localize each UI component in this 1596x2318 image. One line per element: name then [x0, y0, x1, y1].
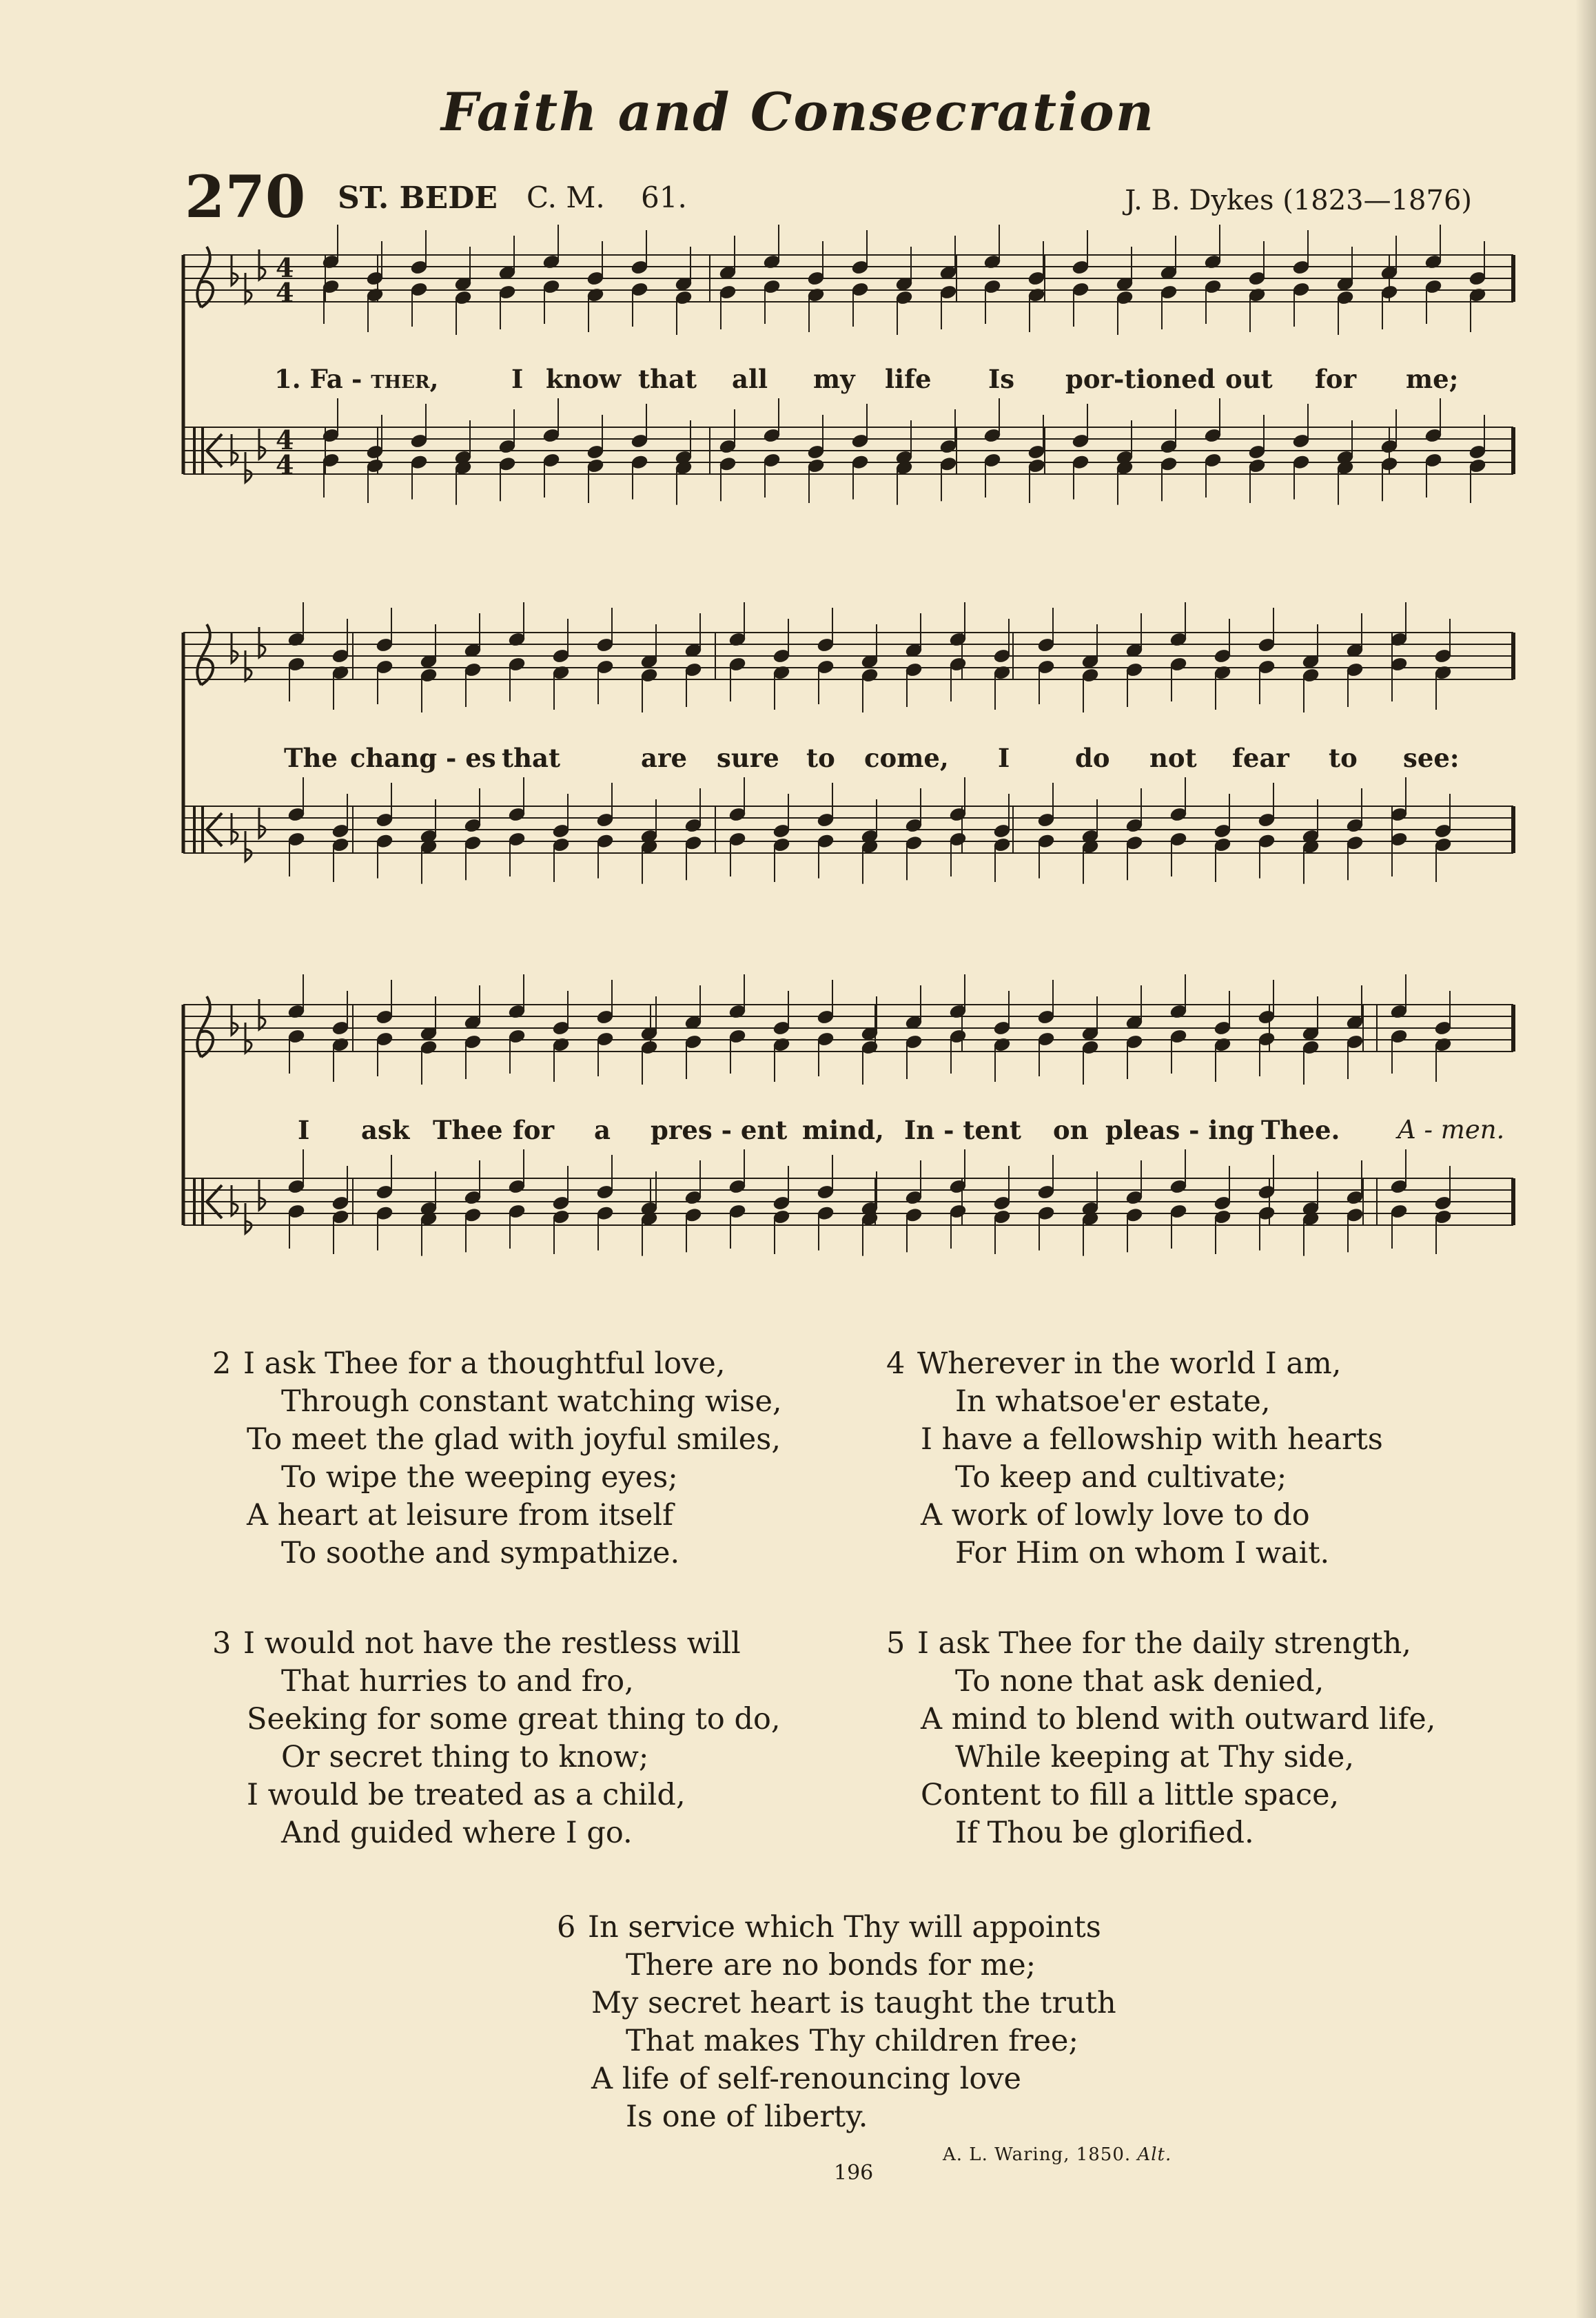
flat-sign-icon: [245, 452, 252, 482]
meter: C. M.: [526, 181, 605, 214]
flat-sign-icon: [245, 831, 252, 861]
flat-sign-icon: [245, 273, 252, 303]
lyric-word: are: [641, 743, 688, 773]
lyric-word: In - tent: [904, 1115, 1021, 1145]
lyric-word: that: [638, 364, 697, 394]
verse-3: 3 I would not have the restless will That hurries to and fro, Seeking for some great thing to do, Or secret thing to know; I would be treated as a child, And guided where I go.: [212, 1626, 781, 1850]
lyrics-line-1: [0, 364, 1596, 398]
lyrics-line-3: [0, 1115, 1596, 1149]
verse-6: 6 In service which Thy will appoints There are no bonds for me; My secret heart is taught the truth That makes Thy children free; A life of self-renouncing love Is one of liberty.: [557, 1910, 1116, 2134]
lyric-word: see:: [1403, 743, 1460, 773]
lyric-word: all: [732, 364, 768, 394]
lyric-word: that: [502, 743, 561, 773]
lyric-word: for: [513, 1115, 555, 1145]
lyric-word: not: [1149, 743, 1197, 773]
flat-sign-icon: [259, 627, 265, 657]
section-title: Faith and Consecration: [441, 81, 1155, 143]
lyric-word: to: [806, 743, 835, 773]
flat-sign-icon: [259, 249, 265, 280]
lyric-word: my: [813, 364, 855, 394]
flat-sign-icon: [245, 1023, 252, 1053]
lyric-word: I: [511, 364, 524, 394]
lyric-word: on: [1053, 1115, 1089, 1145]
lyrics-line-2: [0, 743, 1596, 777]
flat-sign-icon: [259, 999, 265, 1029]
time-signature-bottom: 4: [276, 277, 294, 308]
lyric-word: The: [284, 743, 338, 773]
flat-sign-icon: [245, 1203, 252, 1233]
flat-sign-icon: [232, 633, 238, 663]
lyric-word: do: [1075, 743, 1110, 773]
lyric-word: know: [546, 364, 622, 394]
lyric-word: life: [885, 364, 932, 394]
verse-5: 5 I ask Thee for the daily strength, To none that ask denied, A mind to blend with outward life, While keeping at Thy side, Content to fill a little space, If Thou be glorified.: [886, 1626, 1436, 1850]
lyric-word: Thee.: [1261, 1115, 1340, 1145]
flat-sign-icon: [232, 255, 238, 285]
lyric-word: pleas - ing: [1105, 1115, 1255, 1145]
treble-clef-icon: [197, 247, 213, 307]
verse-2: 2 I ask Thee for a thoughtful love, Through constant watching wise, To meet the glad with joyful smiles, To wipe the weeping eyes; A heart at leisure from itself To soothe and sympathize.: [212, 1346, 782, 1570]
lyric-word: pres - ent: [651, 1115, 788, 1145]
flat-sign-icon: [259, 1180, 265, 1210]
tune-number: 61.: [641, 181, 687, 214]
page-number: 196: [834, 2161, 874, 2185]
lyric-word: sure: [717, 743, 779, 773]
treble-clef-icon: [197, 996, 213, 1057]
lyric-word: fear: [1232, 743, 1289, 773]
hymn-number: 270: [185, 163, 306, 231]
time-signature-bottom: 4: [276, 449, 294, 480]
lyric-word: for: [1315, 364, 1357, 394]
verse-4: 4 Wherever in the world I am, In whatsoe'er estate, I have a fellowship with hearts To keep and cultivate; A work of lowly love to do For Him on whom I wait.: [886, 1346, 1383, 1570]
time-signature-top: 4: [276, 252, 294, 283]
flat-sign-icon: [245, 650, 252, 681]
text-attribution: A. L. Waring, 1850. Alt.: [943, 2144, 1172, 2165]
time-signature-top: 4: [276, 424, 294, 455]
lyric-word: I: [998, 743, 1010, 773]
composer: J. B. Dykes (1823—1876): [1125, 185, 1472, 216]
lyric-word: I: [298, 1115, 310, 1145]
lyric-word: to: [1329, 743, 1358, 773]
treble-clef-icon: [197, 624, 213, 685]
lyric-word: me;: [1406, 364, 1459, 394]
lyric-word: Is: [988, 364, 1015, 394]
lyric-word: Thee: [433, 1115, 503, 1145]
lyric-word: come,: [864, 743, 949, 773]
lyric-word: ask: [361, 1115, 410, 1145]
lyric-word: mind,: [802, 1115, 884, 1145]
lyric-word: chang - es: [350, 743, 496, 773]
lyric-word: out: [1225, 364, 1273, 394]
lyric-word: 1. Fa: [274, 364, 343, 394]
flat-sign-icon: [259, 429, 265, 459]
flat-sign-icon: [232, 1005, 238, 1035]
flat-sign-icon: [259, 808, 265, 838]
lyric-word: - ther,: [351, 364, 439, 394]
lyric-word: a: [594, 1115, 611, 1145]
lyric-word: por-tioned: [1065, 364, 1216, 394]
tune-name: ST. BEDE: [338, 181, 498, 216]
lyric-word: A - men.: [1398, 1115, 1505, 1145]
